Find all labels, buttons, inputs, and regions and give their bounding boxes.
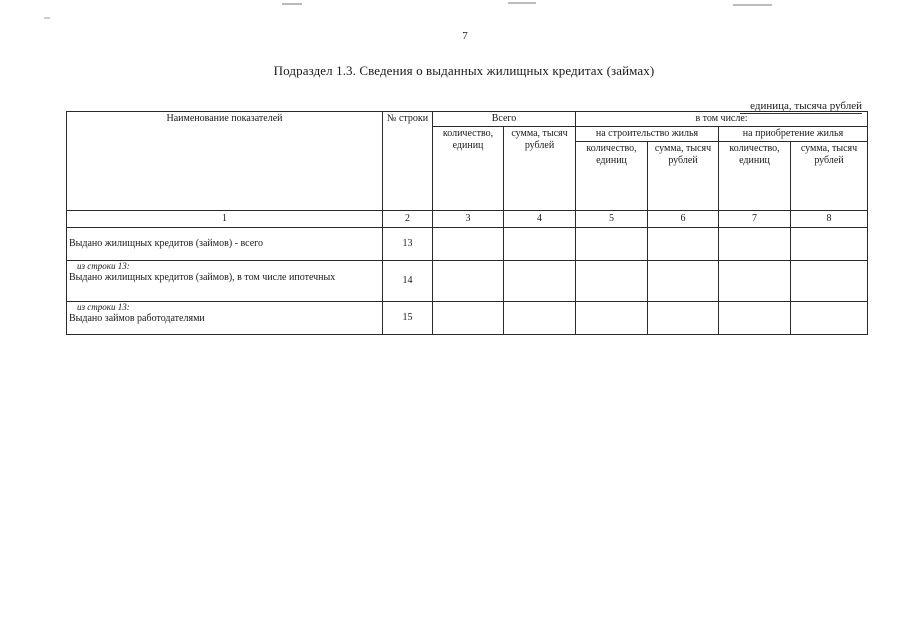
header-indicator-name: Наименование показателей — [67, 112, 383, 211]
row-code: 13 — [383, 228, 433, 261]
value-cell[interactable] — [576, 228, 648, 261]
row-code: 14 — [383, 261, 433, 302]
value-cell[interactable] — [433, 302, 504, 335]
header-purchase: на приобретение жилья — [719, 127, 868, 142]
row-label: Выдано займов работодателями — [69, 312, 205, 324]
value-cell[interactable] — [433, 228, 504, 261]
units-note: единица, тысяча рублей — [750, 100, 862, 112]
header-purchase-amount: сумма, тысяч рублей — [791, 142, 868, 211]
header-construction: на строительство жилья — [576, 127, 719, 142]
value-cell[interactable] — [791, 261, 868, 302]
table-row — [67, 228, 868, 261]
header-total-amount: сумма, тысяч рублей — [504, 127, 576, 211]
header-purchase-quantity: количество, единиц — [719, 142, 791, 211]
value-cell[interactable] — [719, 302, 791, 335]
column-number: 8 — [791, 211, 868, 228]
value-cell[interactable] — [719, 228, 791, 261]
row-label-cell — [67, 302, 383, 335]
row-from-note: из строки 13: — [77, 302, 130, 312]
header-including: в том числе: — [576, 112, 868, 127]
header-total: Всего — [433, 112, 576, 127]
table-row — [67, 302, 868, 335]
scan-artifact-marks — [0, 0, 905, 20]
value-cell[interactable] — [576, 302, 648, 335]
value-cell[interactable] — [791, 302, 868, 335]
value-cell[interactable] — [504, 302, 576, 335]
column-number: 3 — [433, 211, 504, 228]
value-cell[interactable] — [504, 228, 576, 261]
value-cell[interactable] — [648, 228, 719, 261]
column-number: 6 — [648, 211, 719, 228]
header-total-quantity: количество, единиц — [433, 127, 504, 211]
value-cell[interactable] — [576, 261, 648, 302]
value-cell[interactable] — [648, 261, 719, 302]
column-number: 1 — [67, 211, 383, 228]
column-number: 4 — [504, 211, 576, 228]
header-construction-amount: сумма, тысяч рублей — [648, 142, 719, 211]
section-title: Подраздел 1.3. Сведения о выданных жилищных кредитах (займах) — [273, 63, 655, 78]
housing-loans-table — [66, 111, 868, 335]
row-code: 15 — [383, 302, 433, 335]
row-label: Выдано жилищных кредитов (займов) - всего — [69, 238, 263, 249]
row-label-cell — [67, 228, 383, 261]
column-number: 5 — [576, 211, 648, 228]
page-number: 7 — [462, 30, 468, 42]
value-cell[interactable] — [791, 228, 868, 261]
value-cell[interactable] — [719, 261, 791, 302]
row-label-cell — [67, 261, 383, 302]
header-construction-quantity: количество, единиц — [576, 142, 648, 211]
row-from-note: из строки 13: — [77, 261, 130, 271]
value-cell[interactable] — [433, 261, 504, 302]
header-row-number: № строки — [383, 112, 433, 211]
value-cell[interactable] — [504, 261, 576, 302]
row-label: Выдано жилищных кредитов (займов), в том числе ипотечных — [69, 271, 336, 283]
column-number: 2 — [383, 211, 433, 228]
value-cell[interactable] — [648, 302, 719, 335]
column-number: 7 — [719, 211, 791, 228]
table-row — [67, 261, 868, 302]
